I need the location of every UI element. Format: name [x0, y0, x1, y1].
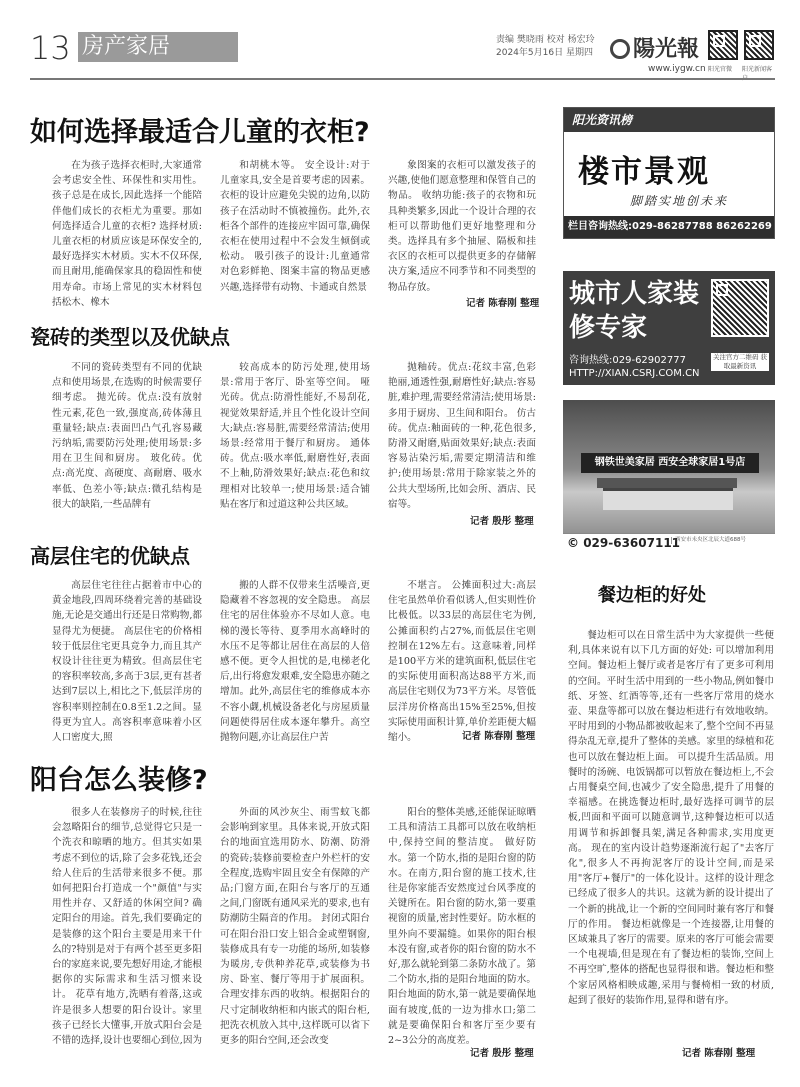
- newspaper-logo: 陽光報: [610, 32, 699, 63]
- article-text: 餐边柜可以在日常生活中为大家提供一些便利,具体来说有以下几方面的好处: 可以增加利用空间。餐边柜上餐厅或者是客厅有了更多可利用的空间。平时生活中用到的一些小物品,例如餐巾纸、牙签、红酒等等,还有一些客厅常用的烧水壶、果盘等都可以放在餐边柜进行有效地收纳。平时用到的小物品都被收起来了,整个空间不再显得杂乱无章,提升了整体的美感。家里的绿植和花也可以放在餐边柜上面。 可以提升生活品质。用餐时的汤碗、电饭锅都可以暂放在餐边柜上,不会占用餐桌空间,也减少了安全隐患,提升了用餐的幸福感。在挑选餐边柜时,最好选择可调节的层板,凹面和平面可以随意调节,这种餐边柜可以适用调节和拆卸餐具架,满足各种需求,实用度更高。 现在的室内设计趋势逐渐流行起了"去客厅化",很多人不再拘泥客厅的设计空间,而是采用"客厅+餐厅"的一体化设计。这样的设计理念已经成了很多人的共识。这就为新的设计提出了一个新的挑战,让一个新的空间同时兼有客厅和餐厅的作用。 餐边柜就像是一个连接器,让用餐的区域兼具了客厅的需要。原来的客厅可能会需要一个电视墙,但是现在有了餐边柜的装饰,空间上不再空旷,整体的搭配也显得很和谐。餐边柜和整个家居风格相映成趣,采用与餐椅相一致的材质,起到了很好的装饰作用,显得和谐有序。: [568, 630, 774, 1006]
- store-phone: © 029-63607111: [567, 536, 681, 550]
- site-url[interactable]: www.iygw.cn: [648, 64, 706, 74]
- article-title: 阳台怎么装修?: [30, 765, 208, 796]
- store-banner: 钢铁世美家居 西安全球家居1号店: [581, 453, 759, 473]
- section-title: 房产家居: [78, 32, 238, 62]
- byline: 记者 陈春刚 整理: [682, 1048, 756, 1059]
- article-title: 瓷砖的类型以及优缺点: [30, 325, 230, 349]
- qr-caption: 阳光新闻客: [742, 66, 773, 73]
- qr-code-icon: [744, 30, 774, 60]
- article-text: 很多人在装修房子的时候,往往会忽略阳台的细节,总觉得它只是一个洗衣和晾晒的地方。但其实如果考虑不到位的话,除了会多花钱,还会给人住后的生活带来很多不便。那如何把阳台打造成一个"颜值"与实用性并存、又舒适的休闲空间? 确定阳台的用途。首先,我们要确定的是装修的这个阳台主要是用来干什么的?特别是对于有两个甚至更多阳台的家庭来说,要先想好用途,才能根据你的实际需求和生活习惯来设计。 花草有地方,洗晒有着落,这或许是很多人想要的阳台设计。家里孩子已经长大懂事,开放式阳台会是不错的选择,设计也要细心到位,因为: [52, 807, 203, 1047]
- qr-caption: 阳光官微: [708, 66, 733, 73]
- ad-website[interactable]: HTTP://XIAN.CSRJ.COM.CN: [569, 368, 700, 379]
- ad-phone: 咨询热线:029-62902777: [569, 355, 686, 366]
- store-sign: [597, 478, 737, 488]
- byline: 记者 殷彤 整理: [470, 516, 534, 527]
- store-contact: [563, 533, 775, 553]
- ad-slogan: 脚踏实地创未来: [630, 194, 729, 208]
- article-title: 高层住宅的优缺点: [30, 544, 190, 568]
- article-text: 搬的人群不仅带来生活噪音,更隐藏着不容忽视的安全隐患。 高层住宅的居住体验亦不尽如人意。电梯的漫长等待、夏季用水高峰时的水压不足等都让居住在高层的人倍感不便。更令人担忧的是,电梯老化后,出行将愈发艰难,安全隐患亦随之增加。此外,高层住宅的维修成本亦不容小觑,机械设备老化与房屋质量问题使得居住成本逐年攀升。高空抛物问题,亦让高层住户苦: [220, 580, 371, 744]
- article-text: 在为孩子选择衣柜时,大家通常会考虑安全性、环保性和实用性。孩子总是在成长,因此选择一个能陪伴他们成长的衣柜尤为重要。那如何选择适合儿童的衣柜? 选择材质:儿童衣柜的材质应该是环保安全的,最好选择实木材质。实木不仅环保,而且耐用,能确保家具的稳固性和使用寿命。市场上常见的实木材料包括松木、橡木: [52, 160, 202, 308]
- article-title: 如何选择最适合儿童的衣柜?: [30, 117, 370, 148]
- ad-title: 楼市景观: [578, 154, 710, 190]
- article-text: 高层住宅往往占据着市中心的黄金地段,四周环绕着完善的基础设施,无论是交通出行还是日常购物,都显得尤为便捷。 高层住宅的价格相较于低层住宅更具竞争力,而且其产权设计往往更为精致。但高层住宅的容积率较高,多高于3层,更有甚者达到7层以上,相比之下,低层洋房的容积率则控制在0.8至1.2之间。显得更为宜人。高容积率意味着小区人口密度大,照: [52, 580, 203, 744]
- article-text: 象图案的衣柜可以激发孩子的兴趣,使他们愿意整理和保管自己的物品。 收纳功能:孩子的衣物和玩具种类繁多,因此一个设计合理的衣柜可以帮助他们更好地整理和分类。选择具有多个抽屉、隔板和挂衣区的衣柜可以提供更多的存储解决方案,适应不同季节和不同类型的物品存放。: [388, 160, 536, 293]
- qr-code-icon: [711, 279, 769, 337]
- article-text: 不同的瓷砖类型有不同的优缺点和使用场景,在选购的时候需要仔细考虑。 抛光砖。优点:没有放射性元素,花色一致,强度高,砖体薄且重量轻;缺点:表面凹凸气孔容易藏污纳垢,需要防污处理;使用场景:多用在卫生间和厨房。 玻化砖。优点:高光度、高硬度、高耐磨、吸水率低、色差小等;缺点:微孔结构是很大的缺陷,一些品牌有: [52, 362, 202, 510]
- article-text: 和胡桃木等。 安全设计:对于儿童家具,安全是首要考虑的因素。衣柜的设计应避免尖锐的边角,以防孩子在活动时不慎被撞伤。此外,衣柜各个部件的连接应牢固可靠,确保衣柜在使用过程中不会发生倾倒或松动。 吸引孩子的设计:儿童通常对色彩鲜艳、图案丰富的物品更感兴趣,选择带有动物、卡通或自然景: [220, 160, 370, 293]
- logo-ring-icon: [610, 39, 630, 59]
- article-text: 不堪言。 公摊面积过大:高层住宅虽然单价看似诱人,但实则性价比极低。以33层的高层住宅为例,公摊面积约占27%,而低层住宅则控制在12%左右。这意味着,同样是100平方米的建筑面积,低层住宅的实际使用面积高达88平方米,而高层住宅则仅为73平方米。尽管低层洋房价格高出15%至25%,但按实际使用面积计算,单价差距便大幅缩小。: [388, 580, 536, 744]
- article-text: 阳台的整体美感,还能保证晾晒工具和清洁工具都可以放在收纳柜中,保持空间的整洁度。 做好防水。第一个防水,指的是阳台窗的防水。在南方,阳台窗的施工技术,往往是你家能否安然度过台风季度的关键所在。阳台窗的防水,第一要重视窗的质量,密封性要好。防水框的里外向不要漏缝。如果你的阳台根本没有窗,或者你的阳台窗的防水不好,那么就轮到第二条防水战了。第二个防水,指的是阳台地面的防水。阳台地面的防水,第一就是要确保地面有坡度,低的一边为排水口;第二就是要确保阳台和客厅至少要有2~3公分的高度差。: [388, 807, 536, 1047]
- article-text: 外面的风沙灰尘、雨雪蚊飞都会影响到家里。具体来说,开放式阳台的地面宜选用防水、防潮、防滑的瓷砖;装修前要检查户外栏杆的安全程度,选购牢固且安全有保障的产品;门窗方面,在阳台与客厅的互通之间,门窗既有通风采光的要求,也有防潮防尘隔音的作用。 封闭式阳台可在阳台沿口安上铝合金或塑钢窗,装修成具有专一功能的场所,如装修为暖房,专供种养花草,或装修为书房、卧室、餐厅等用于扩展面积。 合理安排东西的收纳。根据阳台的尺寸定制收纳柜和内嵌式的阳台柜,把洗衣机放入其中,这样既可以省下更多的阳台空间,还会改变: [220, 807, 371, 1047]
- qr-code-icon: [708, 30, 738, 60]
- article-title: 餐边柜的好处: [598, 585, 706, 606]
- byline: 记者 殷彤 整理: [470, 1048, 534, 1059]
- masthead: [30, 29, 775, 74]
- store-address: 西安市未央区北辰大道688号: [671, 537, 771, 544]
- store-ad[interactable]: [563, 400, 775, 553]
- article-text: 较高成本的防污处理,使用场景:常用于客厅、卧室等空间。 哑光砖。优点:防滑性能好,不易刮花,视觉效果舒适,并且个性化设计空间大;缺点:容易脏,需要经常清洁;使用场景:经常用于餐厅和厨房。 通体砖。优点:吸水率低,耐磨性好,表面不上釉,防滑效果好;缺点:花色和纹理相对比较单一;使用场景:适合铺贴在客厅和过道这种公共区域。: [220, 362, 370, 510]
- renovation-ad[interactable]: [563, 271, 775, 385]
- market-column-ad: [563, 107, 775, 239]
- date-line: 2024年5月16日 星期四: [496, 48, 593, 58]
- ad-hotline: 栏目咨询热线:029-86287788 86262269: [564, 216, 774, 238]
- qr-caption: 关注官方二维码 获取最新资讯: [712, 353, 768, 370]
- ad-title: 城市人家装修专家: [569, 279, 700, 343]
- article-text: 抛釉砖。优点:花纹丰富,色彩艳丽,通透性强,耐磨性好;缺点:容易脏,难护理,需要经常清洁;使用场景:多用于厨房、卫生间和阳台。 仿古砖。优点:釉面砖的一种,花色很多,防滑又耐磨,贴面效果好;缺点:表面容易沾染污垢,需要定期清洁和维护;使用场景:常用于除家装之外的公共大型场所,比如会所、酒店、民宿等。: [388, 362, 536, 510]
- ad-header: 阳光资讯榜: [564, 108, 774, 132]
- editors-line: 责编 樊晓雨 校对 杨宏玲: [496, 35, 595, 45]
- editors-info: [496, 34, 595, 60]
- page-number: 13: [30, 29, 71, 67]
- header-rule: [30, 78, 775, 80]
- byline: 记者 陈春刚 整理: [462, 731, 536, 742]
- byline: 记者 陈春刚 整理: [466, 298, 540, 309]
- store-building-image: [603, 488, 733, 510]
